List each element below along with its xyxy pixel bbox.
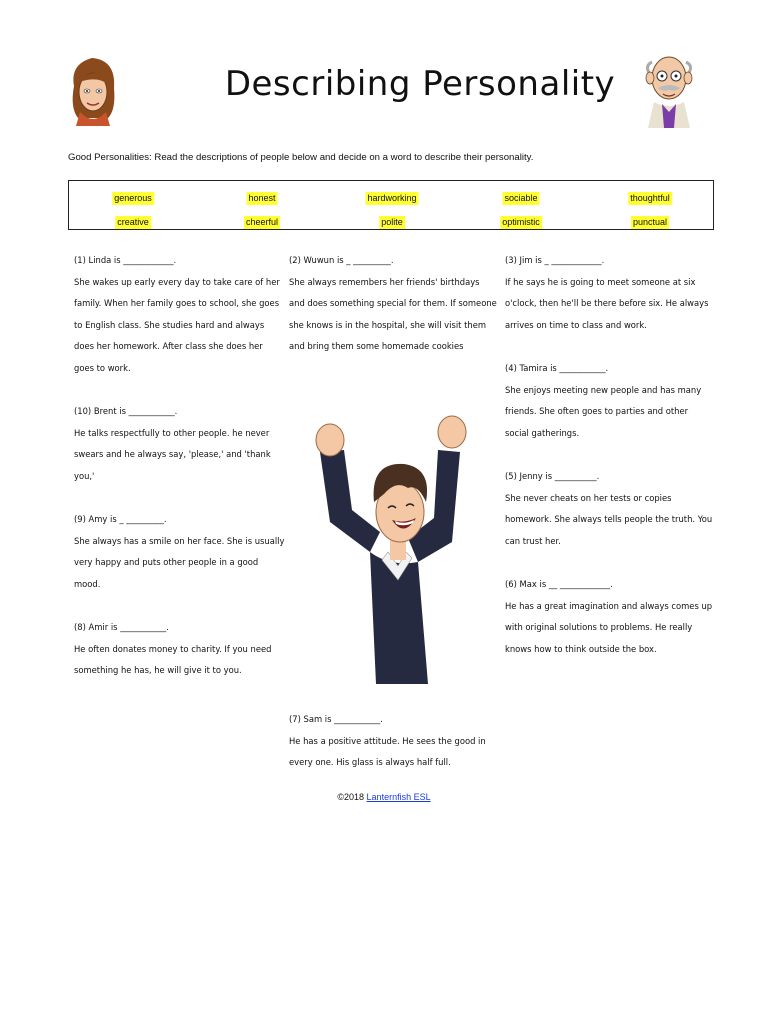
item-line: friends. She often goes to parties and other <box>505 406 689 417</box>
bottom-column <box>289 709 501 774</box>
item-line: knows how to think outside the box. <box>505 643 657 654</box>
item-line: He has a positive attitude. He sees the good in <box>289 735 486 746</box>
page-title: Describing Personality <box>224 64 616 104</box>
item-line: with original solutions to problems. He really <box>505 622 693 633</box>
item-line: She enjoys meeting new people and has many <box>505 384 702 395</box>
exercise-item-5 <box>505 466 720 552</box>
right-column <box>505 250 720 660</box>
item-line: to English class. She studies hard and always <box>74 319 265 330</box>
item-heading: (2) Wuwun is _ _________. <box>289 255 394 265</box>
item-line: every one. His glass is always half full. <box>289 757 451 768</box>
item-line: and bring them some homemade cookies <box>289 341 464 352</box>
exercise-item-3 <box>505 250 720 336</box>
item-line: something he has, he will give it to you. <box>74 665 242 676</box>
exercise-item-7 <box>289 709 501 774</box>
item-line: o'clock, then he'll be there before six. He always <box>505 298 709 309</box>
item-line: very happy and puts other people in a good mood. <box>74 557 259 589</box>
word-bank-item: sociable <box>504 193 538 203</box>
middle-column <box>289 250 501 358</box>
item-line: She always has a smile on her face. She is usually <box>74 535 285 546</box>
exercise-item-9 <box>74 509 286 595</box>
item-heading: (1) Linda is ____________. <box>74 255 177 265</box>
item-line: She always remembers her friends' birthdays <box>289 276 480 287</box>
exercise-item-10 <box>74 401 286 487</box>
item-heading: (7) Sam is ___________. <box>289 714 383 724</box>
exercise-item-4 <box>505 358 720 444</box>
item-heading: (4) Tamira is ___________. <box>505 362 609 373</box>
word-bank-item: cheerful <box>245 217 279 227</box>
item-line: swears and he always say, 'please,' and 'thank you,' <box>74 449 271 481</box>
item-line: He often donates money to charity. If you need <box>74 643 272 654</box>
item-line: family. When her family goes to school, she goes <box>74 298 280 309</box>
item-heading: (5) Jenny is __________. <box>505 470 600 481</box>
footer <box>0 792 768 802</box>
item-heading: (6) Max is __ ____________. <box>505 578 613 589</box>
item-line: He talks respectfully to other people. he never <box>74 427 270 438</box>
exercise-item-2 <box>289 250 501 358</box>
word-bank-item: honest <box>248 193 276 203</box>
item-line: He has a great imagination and always comes up <box>505 600 713 611</box>
item-line: can trust her. <box>505 535 561 546</box>
item-line: arrives on time to class and work. <box>505 319 647 330</box>
item-line: social gatherings. <box>505 427 580 438</box>
instructions-text: Good Personalities: Read the descriptions of people below and decide on a word to describe their personality. <box>68 152 534 163</box>
woman-portrait-icon <box>64 52 122 126</box>
exercise-item-1 <box>74 250 286 380</box>
item-line: She wakes up early every day to take care of her <box>74 276 280 287</box>
item-heading: (10) Brent is ___________. <box>74 406 178 417</box>
cheering-man-illustration-icon <box>300 402 480 684</box>
item-line: homework. She always tells people the truth. You <box>505 514 713 525</box>
word-bank-item: hardworking <box>367 193 417 203</box>
word-bank-item: thoughtful <box>630 193 670 203</box>
item-heading: (8) Amir is ___________. <box>74 622 169 633</box>
word-bank-item: generous <box>114 193 152 203</box>
word-bank <box>68 180 714 230</box>
old-man-portrait-icon <box>638 48 700 128</box>
word-bank-item: creative <box>117 217 149 227</box>
word-bank-item: optimistic <box>502 217 540 227</box>
lanternfish-link[interactable]: Lanternfish ESL <box>366 792 431 802</box>
exercise-item-8 <box>74 617 286 682</box>
item-line: and does something special for them. If someone <box>289 298 497 309</box>
item-line: goes to work. <box>74 362 131 373</box>
item-line: does her homework. After class she does her <box>74 341 263 352</box>
left-column <box>74 250 286 682</box>
word-bank-item: punctual <box>632 217 668 227</box>
item-line: she knows is in the hospital, she will visit them <box>289 319 487 330</box>
item-heading: (3) Jim is _ ____________. <box>505 255 605 265</box>
copyright-text: ©2018 <box>337 792 367 802</box>
word-bank-item: polite <box>381 217 403 227</box>
item-line: She never cheats on her tests or copies <box>505 492 672 503</box>
exercise-item-6 <box>505 574 720 660</box>
item-line: If he says he is going to meet someone at six <box>505 276 696 287</box>
item-heading: (9) Amy is _ _________. <box>74 514 167 525</box>
